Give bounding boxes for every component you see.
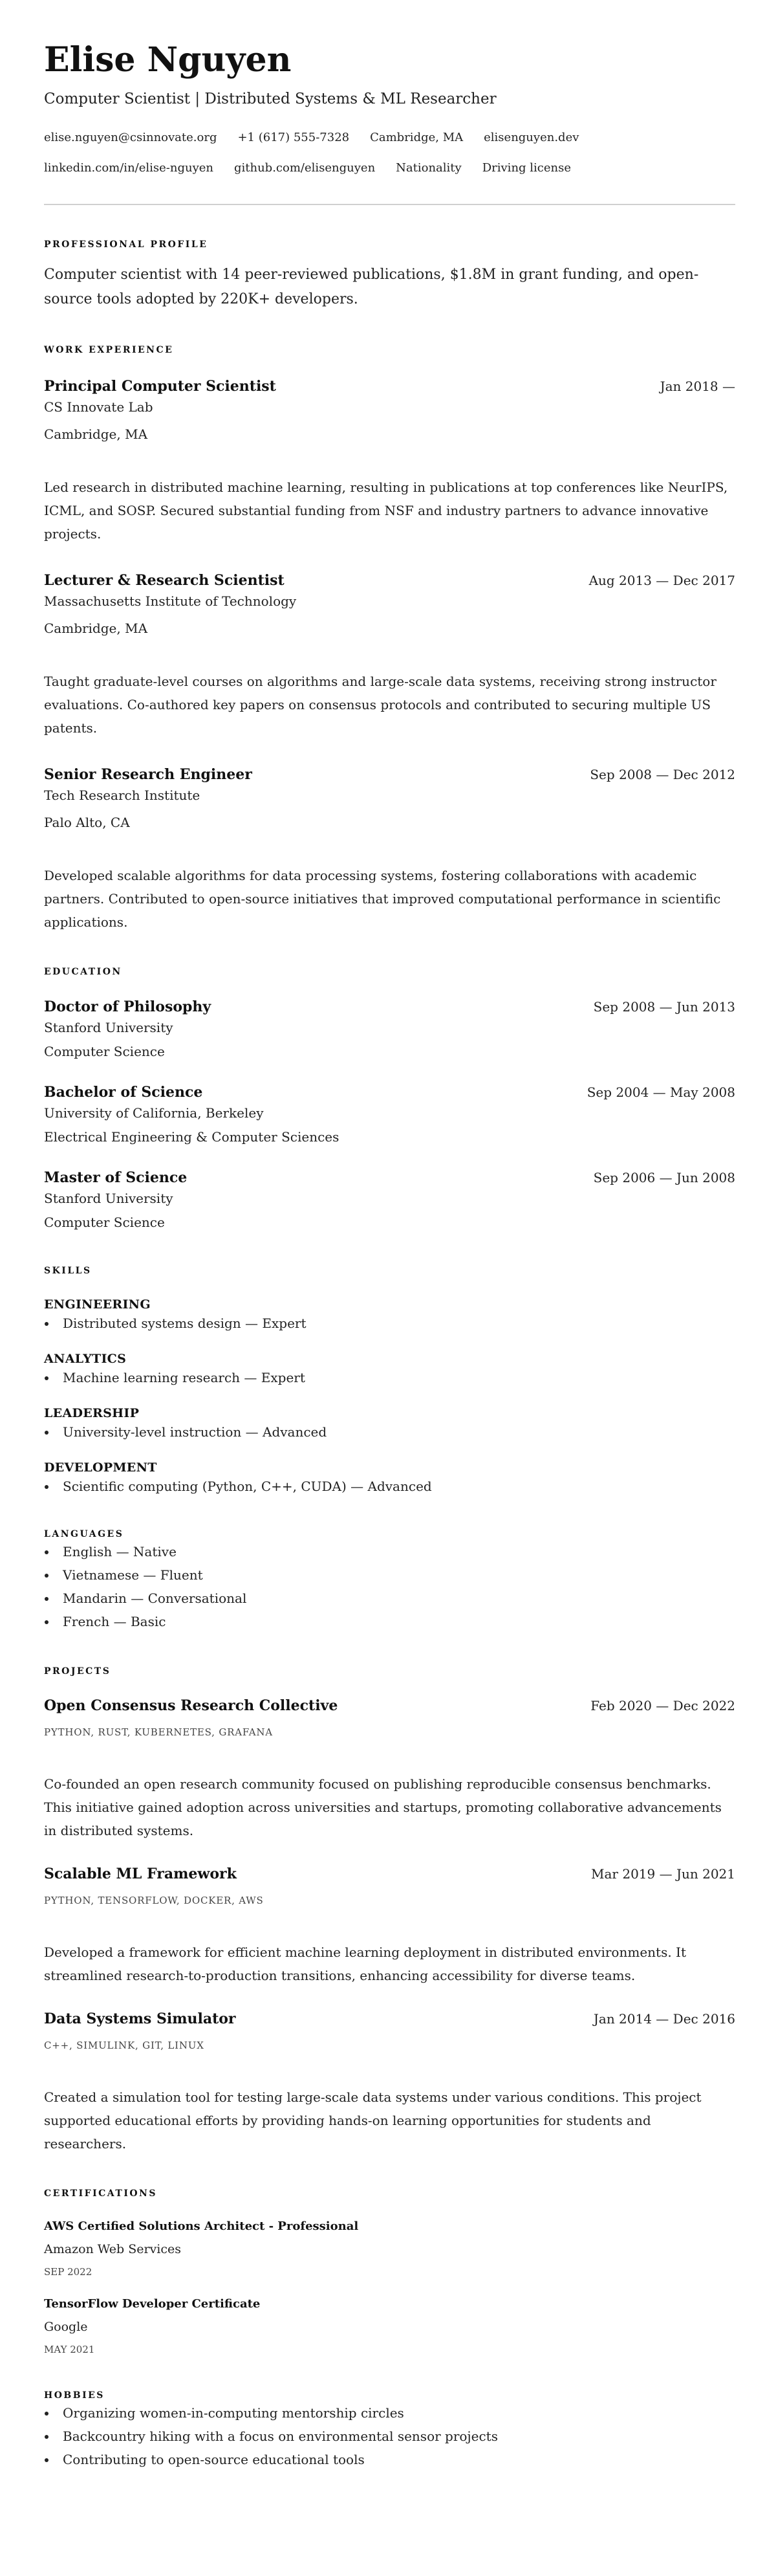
field-of-study: Computer Science [44, 1215, 165, 1230]
project-dates: Mar 2019 — Jun 2021 [591, 1866, 735, 1882]
projects-section [44, 1666, 735, 2155]
skill-category: LEADERSHIP [44, 1406, 140, 1420]
job-location: Cambridge, MA [44, 426, 148, 442]
job-title: Senior Research Engineer [44, 766, 252, 783]
nationality: Nationality [396, 161, 462, 175]
degree: Master of Science [44, 1169, 188, 1186]
certification-name: TensorFlow Developer Certificate [44, 2297, 261, 2311]
project-tech: PYTHON, RUST, KUBERNETES, GRAFANA [44, 1726, 273, 1738]
job-description: Taught graduate-level courses on algorithms and large-scale data systems, receiving strong instructor evaluations. Co-authored key papers on consensus protocols and contributed to securing multiple US patents. [44, 674, 717, 736]
skill-list [44, 1477, 735, 1496]
languages-section [44, 1528, 735, 1633]
skill-list [44, 1368, 735, 1387]
project-name: Open Consensus Research Collective [44, 1697, 338, 1714]
certifications-section [44, 2188, 735, 2357]
location: Cambridge, MA [370, 131, 464, 144]
candidate-name: Elise Nguyen [44, 40, 292, 80]
profile-section [44, 239, 735, 312]
skill-category: DEVELOPMENT [44, 1460, 157, 1475]
job-title: Principal Computer Scientist [44, 378, 276, 395]
skill-item: Scientific computing (Python, C++, CUDA) — Advanced [44, 1477, 735, 1496]
company: Tech Research Institute [44, 787, 200, 803]
section-heading: HOBBIES [44, 2390, 105, 2401]
section-heading: EDUCATION [44, 967, 122, 977]
job-location: Palo Alto, CA [44, 815, 130, 830]
certification-date: SEP 2022 [44, 2266, 92, 2278]
education-section [44, 966, 735, 1233]
section-heading: CERTIFICATIONS [44, 2188, 157, 2199]
skill-item: Machine learning research — Expert [44, 1368, 735, 1387]
certification-entry [44, 2218, 735, 2280]
project-name: Scalable ML Framework [44, 1866, 237, 1882]
project-description: Co-founded an open research community focused on publishing reproducible consensus benchmarks. This initiative gained adoption across universities and startups, promoting collaborative advancements in distributed systems. [44, 1776, 722, 1838]
skill-category: ANALYTICS [44, 1352, 127, 1366]
project-tech: PYTHON, TENSORFLOW, DOCKER, AWS [44, 1895, 264, 1906]
section-heading: LANGUAGES [44, 1529, 124, 1539]
work-entry [44, 764, 735, 934]
job-dates: Aug 2013 — Dec 2017 [588, 573, 735, 588]
certification-issuer: Google [44, 2320, 88, 2334]
language-item: Vietnamese — Fluent [44, 1563, 735, 1587]
github-link[interactable]: github.com/elisenguyen [233, 161, 376, 175]
job-description: Led research in distributed machine learning, resulting in publications at top conferences like NeurIPS, ICML, and SOSP. Secured substantial funding from NSF and industry partners to advance innovative projects. [44, 479, 728, 542]
certification-name: AWS Certified Solutions Architect - Professional [44, 2219, 359, 2233]
certification-issuer: Amazon Web Services [44, 2242, 182, 2256]
header-divider [44, 204, 735, 205]
skill-list [44, 1422, 735, 1442]
phone-number: +1 (617) 555-7328 [237, 131, 350, 144]
email-link[interactable]: elise.nguyen@csinnovate.org [44, 131, 217, 144]
education-dates: Sep 2004 — May 2008 [587, 1084, 735, 1100]
section-heading: WORK EXPERIENCE [44, 345, 174, 355]
skill-list [44, 1314, 735, 1333]
education-dates: Sep 2008 — Jun 2013 [593, 999, 735, 1015]
skill-category: ENGINEERING [44, 1297, 151, 1312]
language-item: French — Basic [44, 1610, 735, 1633]
job-dates: Jan 2018 — [660, 379, 735, 394]
language-item: English — Native [44, 1540, 735, 1563]
skills-section [44, 1265, 735, 1496]
contact-row [44, 129, 735, 147]
resume-header [44, 40, 735, 205]
work-section [44, 344, 735, 934]
hobby-item: Backcountry hiking with a focus on environmental sensor projects [44, 2425, 735, 2448]
skill-item: University-level instruction — Advanced [44, 1422, 735, 1442]
school: University of California, Berkeley [44, 1105, 264, 1121]
degree: Bachelor of Science [44, 1084, 203, 1101]
hobbies-section [44, 2390, 735, 2471]
website-link[interactable]: elisenguyen.dev [484, 131, 579, 144]
contact-row [44, 159, 735, 177]
project-tech: C++, SIMULINK, GIT, LINUX [44, 2040, 204, 2051]
candidate-headline: Computer Scientist | Distributed Systems & ML Researcher [44, 91, 497, 107]
certification-entry [44, 2295, 735, 2357]
profile-summary: Computer scientist with 14 peer-reviewed publications, $1.8M in grant funding, and open-source tools adopted by 220K+ developers. [44, 267, 699, 307]
school: Stanford University [44, 1020, 173, 1035]
education-entry [44, 996, 735, 1062]
project-dates: Feb 2020 — Dec 2022 [590, 1698, 735, 1713]
work-entry [44, 570, 735, 740]
language-item: Mandarin — Conversational [44, 1587, 735, 1610]
language-list [44, 1540, 735, 1633]
degree: Doctor of Philosophy [44, 998, 211, 1015]
work-entry [44, 376, 735, 545]
company: CS Innovate Lab [44, 399, 153, 415]
hobby-item: Contributing to open-source educational tools [44, 2448, 735, 2471]
section-heading: SKILLS [44, 1266, 92, 1276]
project-entry [44, 1695, 735, 1842]
skill-item: Distributed systems design — Expert [44, 1314, 735, 1333]
job-location: Cambridge, MA [44, 621, 148, 636]
company: Massachusetts Institute of Technology [44, 593, 297, 609]
school: Stanford University [44, 1191, 173, 1206]
project-entry [44, 2009, 735, 2155]
education-entry [44, 1082, 735, 1147]
job-title: Lecturer & Research Scientist [44, 572, 285, 589]
project-description: Developed a framework for efficient machine learning deployment in distributed environments. It streamlined research-to-production transitions, enhancing accessibility for diverse teams. [44, 1944, 686, 1983]
section-heading: PROFESSIONAL PROFILE [44, 239, 208, 250]
driving-license: Driving license [482, 161, 572, 175]
project-description: Created a simulation tool for testing large-scale data systems under various conditions. This project supported educational efforts by providing hands-on learning opportunities for students and researchers. [44, 2089, 702, 2152]
job-dates: Sep 2008 — Dec 2012 [590, 767, 735, 782]
field-of-study: Computer Science [44, 1044, 165, 1059]
section-heading: PROJECTS [44, 1666, 111, 1677]
field-of-study: Electrical Engineering & Computer Sciences [44, 1129, 339, 1145]
hobby-item: Organizing women-in-computing mentorship circles [44, 2401, 735, 2425]
linkedin-link[interactable]: linkedin.com/in/elise-nguyen [44, 161, 213, 175]
project-entry [44, 1864, 735, 1987]
project-name: Data Systems Simulator [44, 2010, 236, 2027]
certification-date: MAY 2021 [44, 2344, 95, 2355]
hobby-list [44, 2401, 735, 2471]
job-description: Developed scalable algorithms for data processing systems, fostering collaborations with academic partners. Contributed to open-source initiatives that improved computational performance in scientific applications. [44, 868, 721, 930]
education-dates: Sep 2006 — Jun 2008 [593, 1170, 735, 1185]
project-dates: Jan 2014 — Dec 2016 [593, 2011, 735, 2027]
education-entry [44, 1167, 735, 1233]
